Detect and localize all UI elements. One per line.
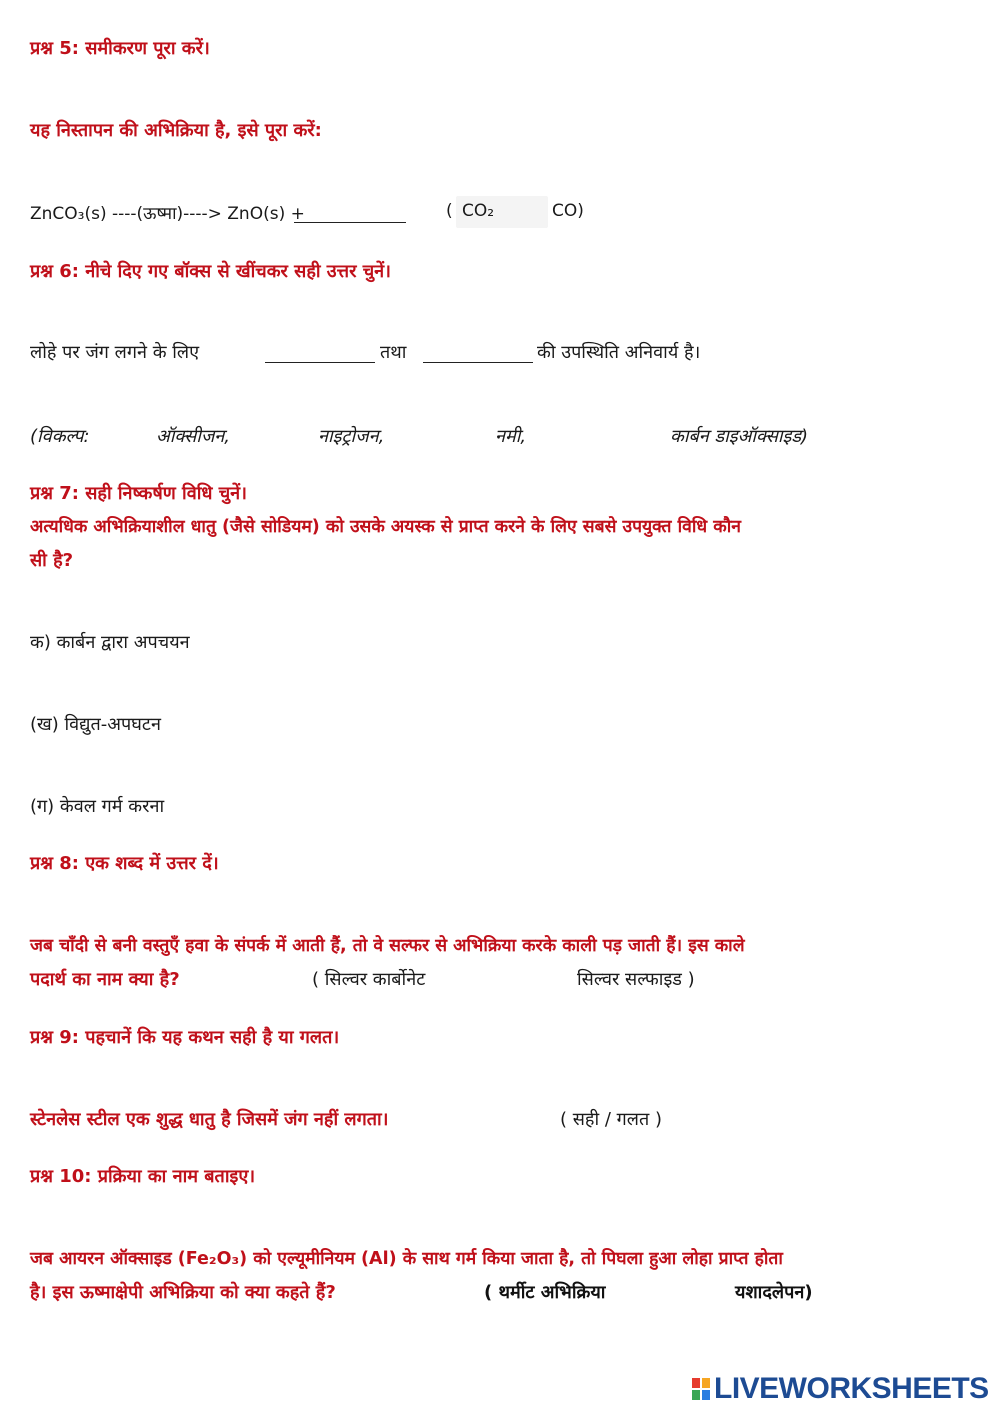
q6-sentence-part3: की उपस्थिति अनिवार्य है। [537, 342, 701, 363]
q10-question-line2: है। इस ऊष्माक्षेपी अभिक्रिया को क्या कहते हैं? [30, 1282, 336, 1303]
q6-option-oxygen[interactable]: ऑक्सीजन, [156, 426, 231, 447]
q6-option-nitrogen[interactable]: नाइट्रोजन, [318, 426, 385, 447]
q6-sentence-part1: लोहे पर जंग लगने के लिए [30, 342, 200, 363]
q10-option-galvanisation[interactable]: यशादलेपन) [735, 1282, 813, 1303]
q9-heading: प्रश्न 9: पहचानें कि यह कथन सही है या गलत। [30, 1027, 340, 1048]
q5-answer-blank[interactable] [294, 222, 406, 223]
q8-question-line1: जब चाँदी से बनी वस्तुएँ हवा के संपर्क में आती हैं, तो वे सल्फर से अभिक्रिया करके काली पड़ जाती हैं। इस काले [30, 936, 745, 956]
q6-heading: प्रश्न 6: नीचे दिए गए बॉक्स से खींचकर सही उत्तर चुनें। [30, 261, 391, 282]
q7-choice-c[interactable]: (ग) केवल गर्म करना [30, 796, 165, 817]
q9-statement: स्टेनलेस स्टील एक शुद्ध धातु है जिसमें जंग नहीं लगता। [30, 1109, 389, 1130]
q7-heading: प्रश्न 7: सही निष्कर्षण विधि चुनें। [30, 483, 247, 504]
liveworksheets-logo [692, 1372, 989, 1406]
q7-choice-b[interactable]: (ख) विद्युत-अपघटन [30, 714, 161, 735]
q9-true-false-options[interactable]: ( सही / गलत ) [560, 1109, 662, 1130]
q5-options-open: ( [446, 201, 453, 221]
q8-question-line2: पदार्थ का नाम क्या है? [30, 969, 180, 990]
q7-question-line1: अत्यधिक अभिक्रियाशील धातु (जैसे सोडियम) को उसके अयस्क से प्राप्त करने के लिए सबसे उपयुक्त विधि कौन [30, 517, 741, 537]
logo-text: LIVEWORKSHEETS [714, 1372, 989, 1405]
q8-option-silver-carbonate[interactable]: ( सिल्वर कार्बोनेट [312, 969, 426, 990]
q10-option-thermite[interactable]: ( थर्मीट अभिक्रिया [484, 1282, 606, 1303]
q5-option-co2[interactable]: CO₂ [462, 201, 495, 221]
q10-heading: प्रश्न 10: प्रक्रिया का नाम बताइए। [30, 1166, 256, 1187]
q5-heading: प्रश्न 5: समीकरण पूरा करें। [30, 38, 210, 59]
q6-options-label: (विकल्प: [30, 426, 90, 447]
q5-instruction: यह निस्तापन की अभिक्रिया है, इसे पूरा करें: [30, 120, 322, 141]
q5-equation: ZnCO₃(s) ----(ऊष्मा)----> ZnO(s) + [30, 204, 305, 224]
q6-sentence-part2: तथा [380, 342, 407, 363]
logo-squares-icon [692, 1378, 710, 1400]
q10-question-line1: जब आयरन ऑक्साइड (Fe₂O₃) को एल्यूमीनियम (Al) के साथ गर्म किया जाता है, तो पिघला हुआ लोहा प्राप्त होता [30, 1249, 783, 1269]
q7-question-line2: सी है? [30, 550, 74, 571]
q6-blank-1[interactable] [265, 362, 375, 363]
q8-option-silver-sulphide[interactable]: सिल्वर सल्फाइड ) [577, 969, 695, 990]
q6-option-co2[interactable]: कार्बन डाइऑक्साइड) [670, 426, 809, 447]
q5-option-co[interactable]: CO) [552, 201, 584, 221]
q7-choice-a[interactable]: क) कार्बन द्वारा अपचयन [30, 632, 190, 653]
q8-heading: प्रश्न 8: एक शब्द में उत्तर दें। [30, 853, 219, 874]
q6-option-moisture[interactable]: नमी, [495, 426, 527, 447]
q6-blank-2[interactable] [423, 362, 533, 363]
